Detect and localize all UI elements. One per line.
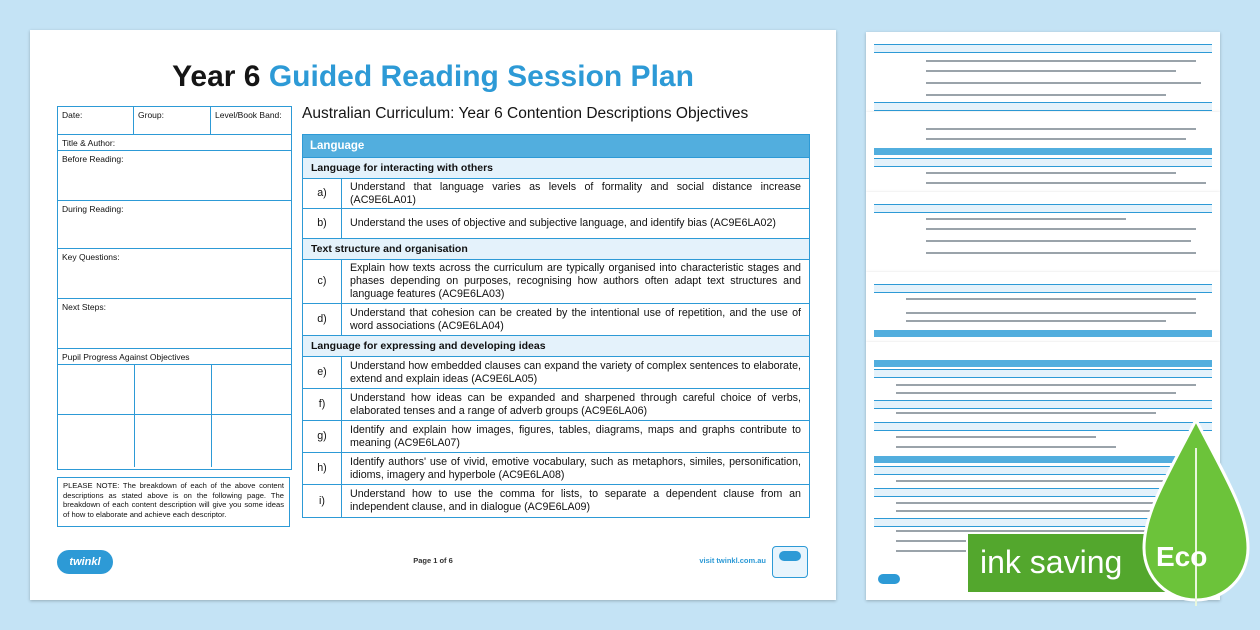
preview-page-3 xyxy=(866,192,1220,272)
session-planner-box xyxy=(57,106,292,470)
page-title xyxy=(30,60,836,94)
objective-text: Understand how ideas can be expanded and sharpened through careful choice of verbs, elaborated tenses and a range of adverb groups (AC9E6LA06) xyxy=(350,391,801,417)
objective-letter: b) xyxy=(303,209,342,238)
preview-page-1 xyxy=(866,32,1220,112)
group-field[interactable]: Group: xyxy=(134,107,211,134)
eco-leaf-icon xyxy=(1136,418,1256,608)
planner-header-row xyxy=(58,107,291,135)
objective-letter: a) xyxy=(303,179,342,208)
progress-cell[interactable] xyxy=(135,365,212,415)
objective-text: Understand the uses of objective and subjective language, and identify bias (AC9E6LA02) xyxy=(350,217,776,229)
pupil-progress-label: Pupil Progress Against Objectives xyxy=(58,349,291,365)
objective-row xyxy=(303,260,809,304)
preview-page-4 xyxy=(866,272,1220,342)
progress-cell[interactable] xyxy=(212,415,291,467)
quality-badge-icon xyxy=(772,546,808,578)
objective-row xyxy=(303,485,809,517)
section-title: Language for expressing and developing ideas xyxy=(303,336,809,357)
key-questions-field[interactable]: Key Questions: xyxy=(58,249,291,299)
progress-cell[interactable] xyxy=(58,415,135,467)
progress-cell[interactable] xyxy=(212,365,291,415)
objective-text: Understand that cohesion can be created by the intentional use of repetition, and the use of word associations (AC9E6LA04) xyxy=(350,306,801,332)
objective-row xyxy=(303,357,809,389)
section-title: Language for interacting with others xyxy=(303,158,809,179)
title-author-field[interactable]: Title & Author: xyxy=(58,135,291,151)
ink-saving-text: ink saving xyxy=(980,544,1123,580)
objective-letter: i) xyxy=(303,485,342,517)
objective-letter: g) xyxy=(303,421,342,452)
language-header: Language xyxy=(303,135,809,158)
objective-text: Explain how texts across the curriculum are typically organised into characteristic stages and phases depending on purposes, recognising how authors often adapt text structures and language features (AC9E6LA03) xyxy=(350,262,801,300)
progress-cell[interactable] xyxy=(135,415,212,467)
pupil-progress-grid xyxy=(58,365,291,469)
objective-text: Identify and explain how images, figures, tables, diagrams, maps and graphs contribute to meaning (AC9E6LA07) xyxy=(350,423,801,449)
website-link[interactable]: visit twinkl.com.au xyxy=(699,556,766,565)
objective-text: Identify authors' use of vivid, emotive vocabulary, such as metaphors, similes, personification, idioms, imagery and hyperbole (AC9E6LA08) xyxy=(350,455,801,481)
progress-cell[interactable] xyxy=(58,365,135,415)
objective-text: Understand how to use the comma for lists, to separate a dependent clause from an independent clause, and in dialogue (AC9E6LA09) xyxy=(350,488,801,513)
objective-row xyxy=(303,453,809,485)
objective-letter: h) xyxy=(303,453,342,484)
twinkl-logo: twinkl xyxy=(57,550,113,574)
objective-row xyxy=(303,209,809,239)
date-field[interactable]: Date: xyxy=(58,107,134,134)
objective-letter: e) xyxy=(303,357,342,388)
objective-letter: d) xyxy=(303,304,342,335)
objective-text: Understand how embedded clauses can expand the variety of complex sentences to elaborate, extend and explain ideas (AC9E6LA05) xyxy=(350,359,801,385)
page-number: Page 1 of 6 xyxy=(413,556,453,565)
please-note-box: PLEASE NOTE: The breakdown of each of the above content descriptions as stated above is on the following page. The breakdown of each content description will give you some ideas of how to elaborate and achieve each descriptor. xyxy=(57,477,290,527)
eco-label: Eco xyxy=(1156,541,1208,572)
title-year: Year 6 xyxy=(172,60,261,93)
objective-letter: c) xyxy=(303,260,342,303)
section-title: Text structure and organisation xyxy=(303,239,809,260)
objective-letter: f) xyxy=(303,389,342,420)
next-steps-field[interactable]: Next Steps: xyxy=(58,299,291,349)
page-footer xyxy=(30,540,836,580)
objectives-table xyxy=(302,134,810,518)
objective-row xyxy=(303,304,809,336)
level-field[interactable]: Level/Book Band: xyxy=(215,110,282,120)
during-reading-field[interactable]: During Reading: xyxy=(58,201,291,249)
objective-row xyxy=(303,179,809,209)
before-reading-field[interactable]: Before Reading: xyxy=(58,151,291,201)
objective-row xyxy=(303,421,809,453)
title-main: Guided Reading Session Plan xyxy=(268,60,694,93)
worksheet-page xyxy=(30,30,836,600)
preview-page-2 xyxy=(866,112,1220,192)
objective-row xyxy=(303,389,809,421)
objectives-heading: Australian Curriculum: Year 6 Contention Descriptions Objectives xyxy=(302,105,749,122)
objective-text: Understand that language varies as levels of formality and social distance increase (AC9E6LA01) xyxy=(350,180,801,206)
